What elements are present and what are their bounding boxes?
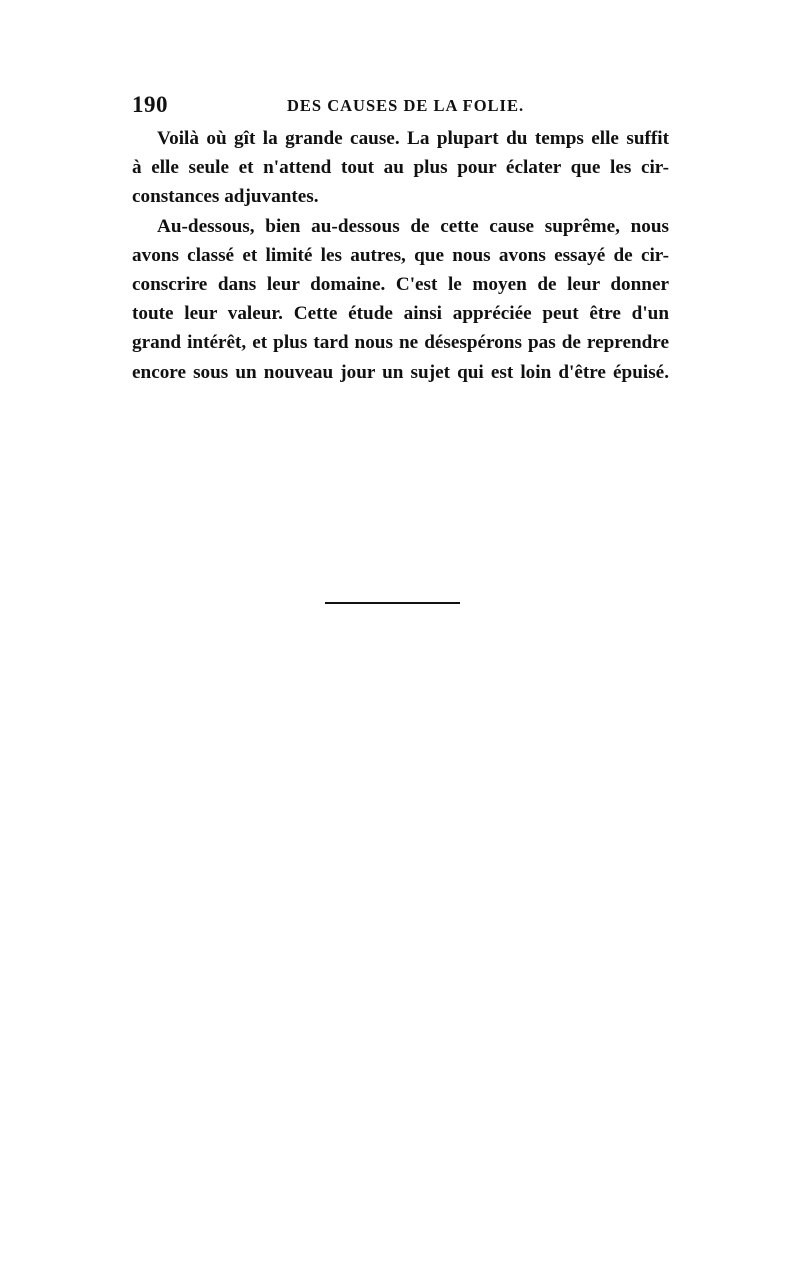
page-number: 190 bbox=[132, 92, 168, 117]
text-line: constances adjuvantes. bbox=[132, 186, 319, 208]
text-line: avons classé et limité les autres, que nous avons essayé de cir- bbox=[132, 244, 669, 266]
text-line: encore sous un nouveau jour un sujet qui est loin d'être épuisé. bbox=[132, 361, 669, 383]
paragraph-1 bbox=[132, 124, 669, 212]
running-title: DES CAUSES DE LA FOLIE. bbox=[287, 96, 525, 115]
text-line: toute leur valeur. Cette étude ainsi appréciée peut être d'un bbox=[132, 303, 669, 325]
text-line: Voilà où gît la grande cause. La plupart du temps elle suffit bbox=[157, 128, 669, 149]
body-text bbox=[132, 124, 669, 387]
paragraph-2 bbox=[132, 212, 669, 387]
running-head bbox=[132, 92, 672, 120]
text-line: conscrire dans leur domaine. C'est le moyen de leur donner bbox=[132, 273, 669, 295]
end-rule bbox=[325, 602, 460, 604]
text-line: grand intérêt, et plus tard nous ne désespérons pas de reprendre bbox=[132, 332, 669, 354]
text-line: Au-dessous, bien au-dessous de cette cause suprême, nous bbox=[157, 215, 669, 237]
text-line: à elle seule et n'attend tout au plus pour éclater que les cir- bbox=[132, 157, 669, 179]
